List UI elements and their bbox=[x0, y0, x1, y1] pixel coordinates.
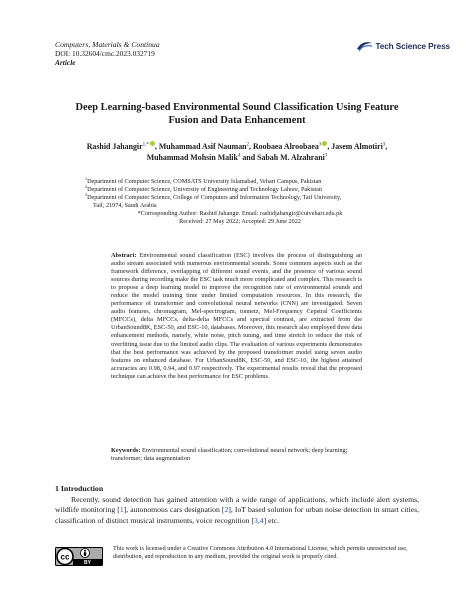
abstract bbox=[111, 252, 362, 381]
abstract-label: Abstract: bbox=[111, 252, 137, 259]
intro-text: ], autonomous cars designation [ bbox=[123, 505, 225, 515]
author-line: Muhammad Mohsin Malik$^4$ and Sabah M. Alzahrani$^3$ bbox=[146, 153, 328, 162]
author-affiliation-marker: 2 bbox=[246, 142, 250, 148]
intro-text: ], IoT based solution for urban noise detection in smart cities, classification of distinct musical instruments, voice recognition [ bbox=[55, 505, 420, 525]
affiliation-number: 1 bbox=[85, 175, 88, 181]
orcid-icon[interactable] bbox=[150, 141, 155, 146]
title-line: Fusion and Data Enhancement bbox=[168, 115, 306, 126]
received-accepted-dates: Received: 27 May 2022; Accepted: 29 June 2022 bbox=[179, 218, 301, 226]
affiliation-text: Department of Computer Science, COMSATS University Islamabad, Vehari Campus, Pakistan bbox=[87, 178, 322, 185]
affiliation-number: 3 bbox=[85, 192, 88, 198]
affiliations bbox=[85, 175, 395, 227]
author-affiliation-marker: 1,* bbox=[142, 142, 149, 148]
citation-link[interactable]: 1 bbox=[119, 505, 124, 515]
doi[interactable]: DOI: 10.32604/cmc.2023.032719 bbox=[55, 49, 155, 58]
affiliation-text: Department of Computer Science, University of Engineering and Technology Lahore, Pakistan bbox=[87, 186, 322, 194]
publisher-name: Tech Science Press bbox=[375, 41, 450, 51]
section-heading: 1 Introduction bbox=[55, 484, 104, 493]
author-name: Sabah M. Alzahrani bbox=[257, 153, 325, 162]
author-affiliation-marker: 3 bbox=[382, 142, 386, 148]
creative-commons-badge-icon[interactable] bbox=[55, 547, 103, 566]
affiliation bbox=[85, 186, 395, 194]
citation-link[interactable]: 3,4 bbox=[253, 515, 264, 525]
author-name: Muhammad Mohsin Malik bbox=[146, 153, 238, 162]
affiliation-number: 2 bbox=[85, 184, 88, 190]
license-text: This work is licensed under a Creative Commons Attribution 4.0 International License, which permits unrestricted use, distribution, and reproduction in any medium, provided the original work is properly cited. bbox=[113, 545, 408, 560]
introduction-paragraph bbox=[55, 495, 419, 526]
publisher-swoosh-icon bbox=[356, 40, 373, 52]
paper-title bbox=[55, 101, 419, 127]
keywords-label: Keywords: bbox=[111, 447, 141, 454]
title-line: Deep Learning-based Environmental Sound Classification Using Feature bbox=[75, 102, 399, 113]
author-name: Rashid Jahangir bbox=[86, 142, 143, 151]
keywords-text: Environmental sound classification; convolutional neural network; deep learning; transformer; data augmentation bbox=[111, 447, 348, 463]
author-name: Jasem Almotiri bbox=[331, 142, 383, 151]
orcid-icon[interactable] bbox=[322, 141, 327, 146]
intro-text: ] etc. bbox=[263, 515, 279, 525]
cc-badge-text: cc bbox=[60, 552, 70, 562]
affiliation bbox=[85, 194, 395, 202]
by-badge-text: BY bbox=[84, 560, 91, 566]
affiliation bbox=[85, 175, 395, 186]
article-type: Article bbox=[55, 58, 76, 67]
author-name: Roobaea Alroobaea bbox=[252, 142, 319, 151]
corresponding-author[interactable]: *Corresponding Author: Rashid Jahangir. Email: rashidjahangir@cuivehari.edu.pk bbox=[137, 210, 343, 218]
citation-link[interactable]: 2 bbox=[224, 505, 229, 515]
affiliation-text: Department of Computer Science, College of Computers and Information Technology, Taif University, bbox=[87, 194, 342, 202]
author-name: Muhammad Asif Nauman bbox=[158, 142, 247, 151]
abstract-text: Environmental sound classification (ESC) involves the process of distinguishing an audio stream associated with numerous environmental sounds. Some common aspects such as the framework difference, overlapping of different sound events, and the presence of various sound sources during recording make the ESC task much more complicated and complex. This research is to propose a deep learning model to improve the recognition rate of environmental sounds and reduce the model training time under limited computation resources. In this research, the performance of transformer and convolutional neural networks (CNN) are investigated. Seven audio features, chromagram, Mel-spectrogram, tonnetz, Mel-Frequency Cepstral Coefficients (MFCCs), delta MFCCs, delta-delta MFCCs and spectral contrast, are extracted from the UrbanSound8K, ESC-50, and ESC-10, databases. Moreover, this research also employed three data enhancement methods, namely, white noise, pitch tuning, and time stretch to reduce the risk of overfitting issue due to the limited audio clips. The evaluation of various experiments demonstrates that the best performance was achieved by the proposed transformer model using seven audio features on enhanced database. For UrbanSound8K, ESC-50, and ESC-10, the highest attained accuracies are 0.98, 0.94, and 0.97 respectively. The experimental results reveal that the proposed technique can achieve the best performance for ESC problems. bbox=[111, 252, 363, 380]
author-affiliation-marker: 3 bbox=[324, 153, 328, 159]
license-block bbox=[55, 545, 419, 577]
author-affiliation-marker: 4 bbox=[237, 153, 241, 159]
author-list bbox=[55, 141, 419, 163]
keywords bbox=[111, 447, 362, 464]
journal-name: Computers, Materials & Continua bbox=[55, 40, 160, 49]
author-line: Rashid Jahangir$^{1,*}$ , Muhammad Asif Nauman$^2$, Roobaea Alroobaea$^3$ , Jasem Almotiri$^3$, bbox=[86, 142, 388, 151]
intro-text: Recently, sound detection has gained attention with a wide range of applications, which include alert systems, wildlife monitoring [ bbox=[55, 495, 419, 515]
journal-header bbox=[55, 40, 450, 80]
affiliation-continuation: Taif, 21974, Saudi Arabia bbox=[93, 202, 157, 210]
publisher-logo bbox=[356, 40, 450, 52]
author-affiliation-marker: 3 bbox=[318, 142, 322, 148]
